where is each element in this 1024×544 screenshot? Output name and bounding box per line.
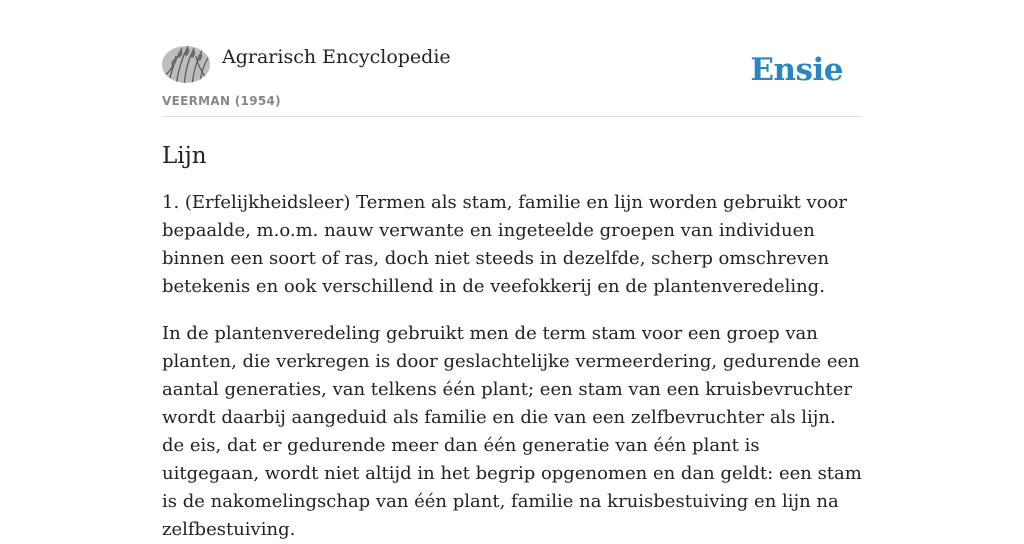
wheat-ears-icon	[162, 46, 210, 83]
brand-logo-link[interactable]: Ensie	[750, 52, 843, 88]
entry-paragraph: 1. (Erfelijkheidsleer) Termen als stam, familie en lijn worden gebruikt voor bepaalde, m.o.m. nauw verwante en ingeteelde groepen van individuen binnen een soort of ras, doch niet steeds in dezelfde, scherp omschreven betekenis en ook verschillend in de veefokkerij en de plantenveredeling.	[162, 192, 847, 297]
entry-title: Lijn	[162, 143, 207, 169]
entry-paragraph: In de plantenveredeling gebruikt men de term stam voor een groep van planten, die verkregen is door geslachtelijke vermeerdering, gedurende een aantal generaties, van telkens één plant; een stam van een kruisbevruchter wordt daarbij aangeduid als familie en die van een zelfbevruchter als lijn. de eis, dat er gedurende meer dan één generatie van één plant is uitgegaan, wordt niet altijd in het begrip opgenomen en dan geldt: een stam is de nakomelingschap van één plant, familie na kruisbestuiving en lijn na zelfbestuiving.	[162, 323, 862, 540]
book-author: VEERMAN (1954)	[162, 94, 281, 108]
header	[162, 0, 862, 117]
book-title[interactable]: Agrarisch Encyclopedie	[222, 46, 451, 68]
page	[162, 0, 862, 544]
book-logo[interactable]	[162, 46, 210, 83]
entry-content	[162, 189, 862, 544]
